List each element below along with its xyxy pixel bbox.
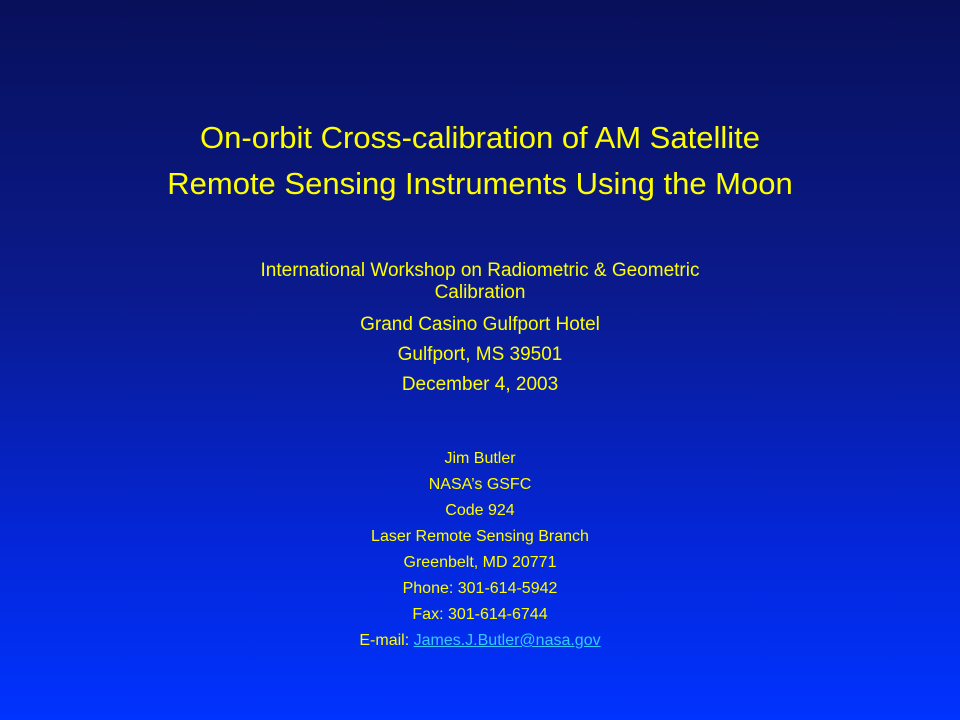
title-line-2: Remote Sensing Instruments Using the Moon [167,166,793,201]
contact-fax: Fax: 301-614-6744 [412,606,548,623]
contact-code: Code 924 [445,502,515,519]
slide-title [40,115,920,207]
contact-block [200,446,760,654]
contact-email-line [200,628,760,654]
email-link[interactable]: James.J.Butler@nasa.gov [413,632,601,649]
contact-branch: Laser Remote Sensing Branch [371,528,589,545]
workshop-name-line-1: International Workshop on Radiometric & Geometric [260,260,700,281]
venue-city: Gulfport, MS 39501 [397,344,563,365]
contact-address: Greenbelt, MD 20771 [403,554,557,571]
contact-phone: Phone: 301-614-5942 [402,580,558,597]
contact-name: Jim Butler [444,450,516,467]
event-date: December 4, 2003 [401,374,559,395]
venue-hotel: Grand Casino Gulfport Hotel [360,314,600,335]
contact-organization: NASA’s GSFC [428,476,532,493]
workshop-name-line-2: Calibration [434,282,526,303]
email-label: E-mail: [359,632,414,649]
venue-block [120,260,840,400]
title-line-1: On-orbit Cross-calibration of AM Satellite [200,120,760,155]
